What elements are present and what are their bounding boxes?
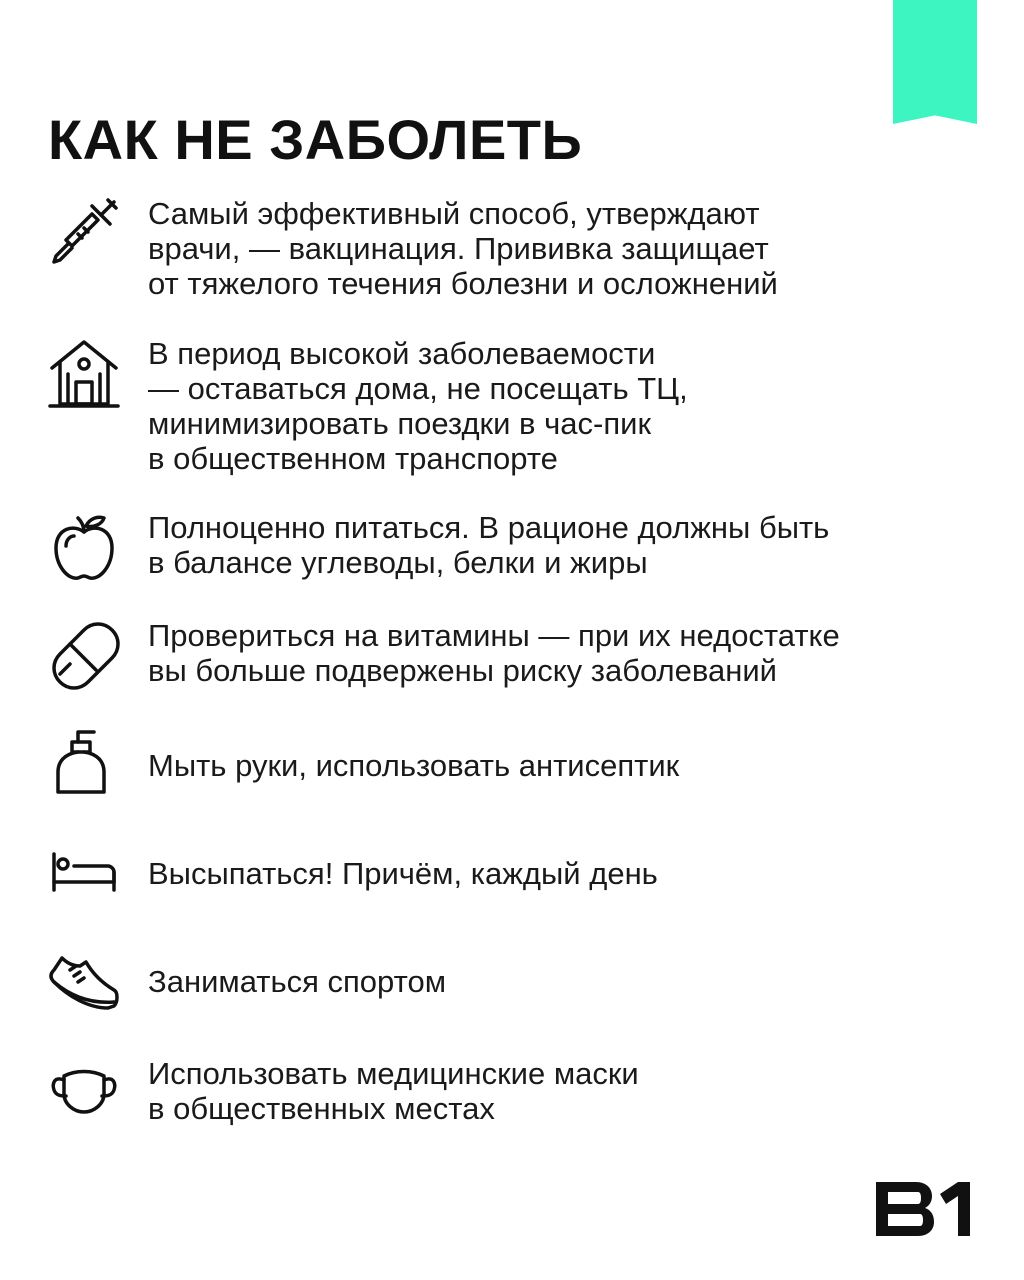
item-text: Провериться на витамины — при их недостатке вы больше подвержены риску заболеваний — [148, 618, 840, 688]
apple-icon — [48, 512, 120, 584]
item-text: Самый эффективный способ, утверждают врачи, — вакцинация. Прививка защищает от тяжелого течения болезни и осложнений — [148, 196, 778, 301]
item-text: В период высокой заболеваемости — оставаться дома, не посещать ТЦ, минимизировать поездки в час-пик в общественном транспорте — [148, 336, 688, 476]
page-title: КАК НЕ ЗАБОЛЕТЬ — [48, 108, 583, 171]
item-text: Полноценно питаться. В рационе должны быть в балансе углеводы, белки и жиры — [148, 510, 830, 580]
bookmark-ribbon — [893, 0, 977, 124]
item-text: Заниматься спортом — [148, 964, 447, 999]
pill-icon — [48, 620, 120, 692]
syringe-icon — [48, 196, 120, 268]
item-text: Мыть руки, использовать антисептик — [148, 748, 680, 783]
sneaker-icon — [48, 946, 120, 1018]
item-text: Использовать медицинские маски в общественных местах — [148, 1056, 639, 1126]
soap-dispenser-icon — [48, 728, 120, 800]
item-text: Высыпаться! Причём, каждый день — [148, 856, 658, 891]
face-mask-icon — [48, 1056, 120, 1128]
bed-icon — [48, 838, 120, 910]
house-icon — [48, 338, 120, 410]
brand-logo — [876, 1182, 974, 1236]
b1-logo-icon — [876, 1182, 974, 1236]
